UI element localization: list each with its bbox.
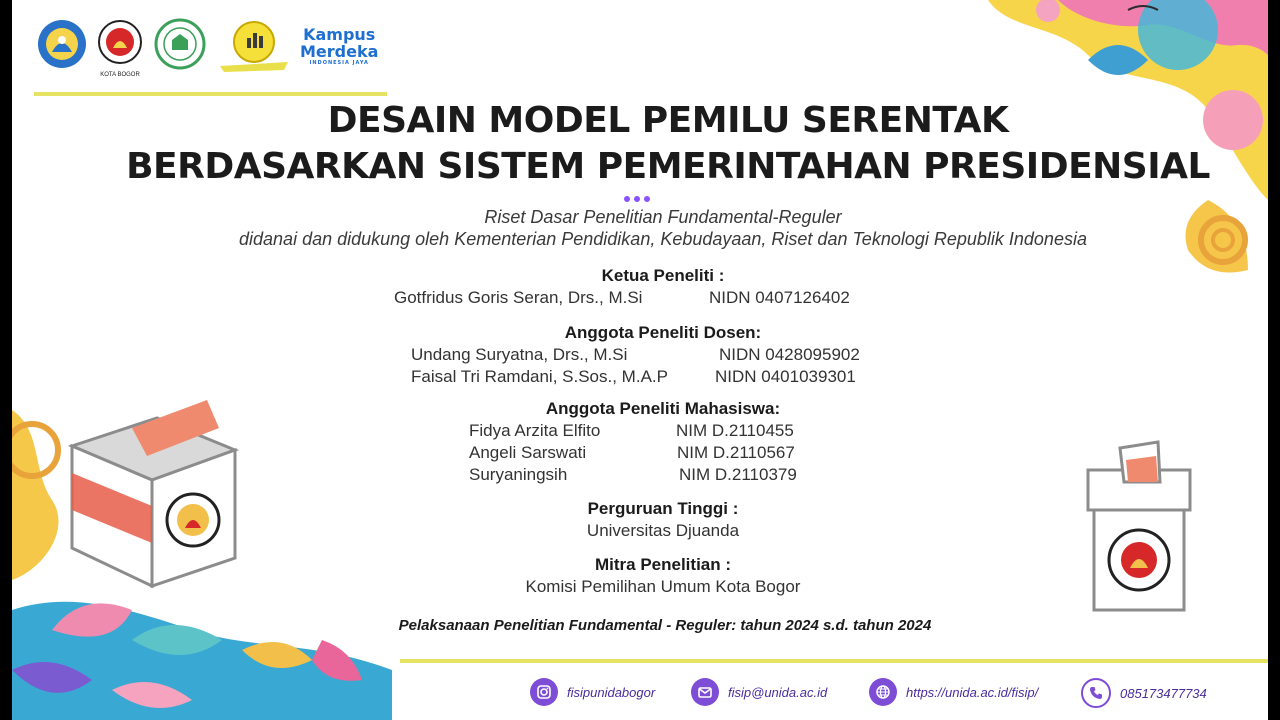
mahasiswa-name: Suryaningsih [469, 465, 568, 484]
unida-logo [152, 18, 208, 70]
mahasiswa-id: NIM D.2110455 [676, 421, 794, 440]
mitra-heading: Mitra Penelitian : [594, 555, 732, 574]
website-url: https://unida.ac.id/fisip/ [906, 684, 1039, 700]
dosen-name: Faisal Tri Ramdani, S.Sos., M.A.P [411, 367, 668, 386]
mahasiswa-id: NIM D.2110379 [679, 465, 797, 484]
contact-phone[interactable] [1081, 678, 1207, 708]
subtitle: Riset Dasar Penelitian Fundamental-Reguler didanai dan didukung oleh Kementerian Pendidikan, Kebudayaan, Riset dan Teknologi Republik Indonesia [239, 207, 1087, 249]
phone-number: 085173477734 [1120, 685, 1207, 701]
ketua-heading: Ketua Peneliti : [601, 266, 725, 285]
perguruan-heading: Perguruan Tinggi : [587, 499, 739, 518]
ballot-box-illustration [67, 398, 247, 598]
mitra-value: Komisi Pemilihan Umum Kota Bogor [525, 577, 801, 596]
dosen-id: NIDN 0401039301 [715, 367, 856, 386]
page-title: DESAIN MODEL PEMILU SERENTAK BERDASARKAN SISTEM PEMERINTAHAN PRESIDENSIAL [126, 100, 1210, 187]
email-address: fisip@unida.ac.id [728, 684, 828, 700]
mahasiswa-heading: Anggota Peneliti Mahasiswa: [545, 399, 781, 418]
email-icon [691, 678, 719, 706]
kampus-merdeka-logo: Kampus Merdeka INDONESIA JAYA [300, 25, 379, 66]
contact-website[interactable] [869, 678, 1038, 706]
contact-email[interactable] [691, 678, 827, 706]
top-accent-line [34, 92, 387, 96]
dosen-id: NIDN 0428095902 [719, 345, 860, 364]
ketua-name: Gotfridus Goris Seran, Drs., M.Si [394, 288, 643, 307]
logo-row [36, 18, 378, 88]
phone-icon [1081, 678, 1111, 708]
implementation-note: Pelaksanaan Penelitian Fundamental - Reguler: tahun 2024 s.d. tahun 2024 [398, 617, 932, 634]
ballot-box-right-illustration [1080, 440, 1200, 615]
mahasiswa-id: NIM D.2110567 [677, 443, 795, 462]
dosen-name: Undang Suryatna, Drs., M.Si [411, 345, 628, 364]
globe-icon [869, 678, 897, 706]
instagram-handle: fisipunidabogor [567, 684, 656, 700]
kpu-logo [98, 18, 142, 78]
kemdikbud-logo [36, 18, 88, 70]
contact-instagram[interactable] [530, 678, 655, 706]
kampus-berdampak-logo [218, 18, 290, 74]
slide [12, 0, 1268, 720]
mahasiswa-name: Angeli Sarswati [469, 443, 587, 462]
bottom-accent-line [400, 659, 1268, 663]
mahasiswa-name: Fidya Arzita Elfito [469, 421, 601, 440]
instagram-icon [530, 678, 558, 706]
dosen-heading: Anggota Peneliti Dosen: [564, 323, 762, 342]
perguruan-value: Universitas Djuanda [586, 521, 740, 540]
kota-bogor-label: KOTA BOGOR [100, 72, 140, 78]
ketua-id: NIDN 0407126402 [709, 288, 850, 307]
title-dots [624, 196, 650, 202]
